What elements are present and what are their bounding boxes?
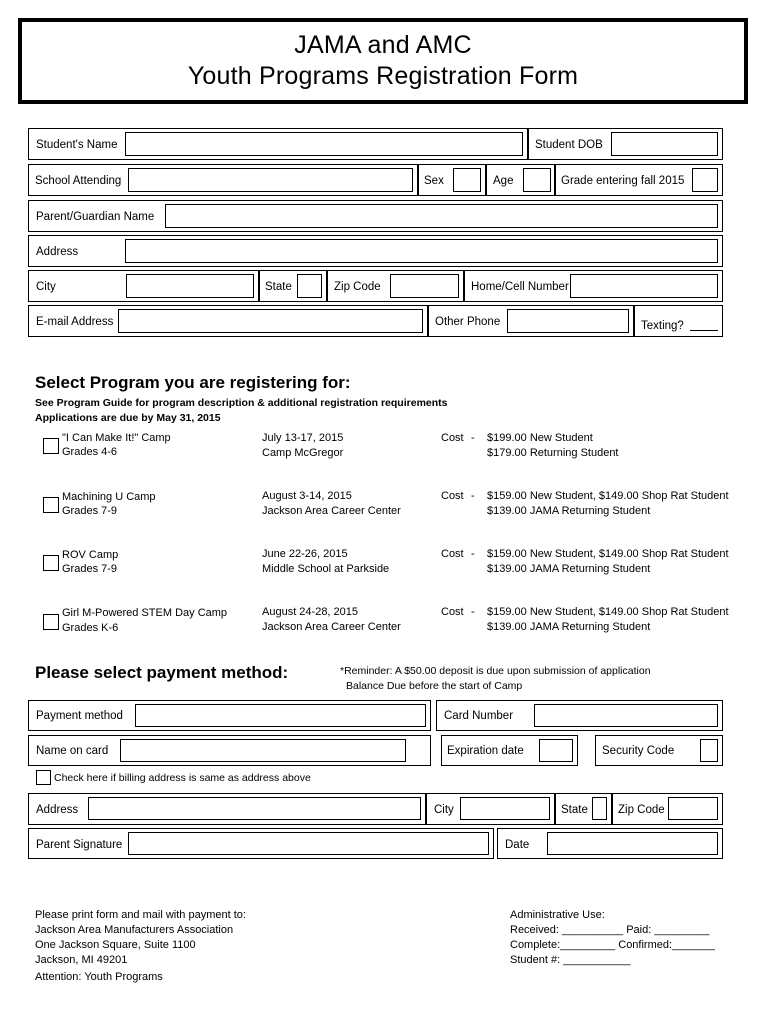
parent-signature-label: Parent Signature	[36, 839, 123, 851]
program-cost-line2-1: $139.00 JAMA Returning Student	[487, 505, 651, 517]
date-input[interactable]	[547, 832, 718, 855]
payment-method-input[interactable]	[135, 704, 426, 727]
program-dates-1: August 3-14, 2015	[262, 490, 352, 502]
program-cost-word-3: Cost	[441, 606, 464, 618]
card-number-label: Card Number	[444, 710, 514, 722]
billing-city-label: City	[434, 804, 454, 816]
program-checkbox-2[interactable]	[43, 555, 59, 571]
mail-line-2: One Jackson Square, Suite 1100	[35, 939, 196, 951]
parent-guardian-label: Parent/Guardian Name	[36, 211, 155, 223]
expiration-label: Expiration date	[447, 745, 524, 757]
name-on-card-input[interactable]	[120, 739, 406, 762]
billing-state-input[interactable]	[592, 797, 607, 820]
program-dates-2: June 22-26, 2015	[262, 548, 348, 560]
student-dob-label: Student DOB	[535, 139, 603, 151]
texting-label: Texting?	[641, 320, 684, 332]
program-cost-line2-0: $179.00 Returning Student	[487, 447, 619, 459]
other-phone-label: Other Phone	[435, 316, 501, 328]
program-cost-line1-3: $159.00 New Student, $149.00 Shop Rat Student	[487, 606, 729, 618]
admin-line-0: Received: __________ Paid: _________	[510, 924, 710, 936]
program-cost-line2-2: $139.00 JAMA Returning Student	[487, 563, 651, 575]
state-label: State	[265, 281, 292, 293]
city-input[interactable]	[126, 274, 254, 298]
program-name-2: ROV Camp	[62, 549, 119, 561]
expiration-input[interactable]	[539, 739, 573, 762]
school-attending-input[interactable]	[128, 168, 413, 192]
program-section-heading: Select Program you are registering for:	[35, 373, 351, 392]
program-dates-0: July 13-17, 2015	[262, 432, 344, 444]
address-input[interactable]	[125, 239, 718, 263]
payment-section-heading: Please select payment method:	[35, 663, 289, 682]
mail-line-3: Jackson, MI 49201	[35, 954, 128, 966]
program-location-2: Middle School at Parkside	[262, 563, 390, 575]
program-cost-dash-1: -	[471, 490, 475, 502]
program-cost-line1-2: $159.00 New Student, $149.00 Shop Rat Student	[487, 548, 729, 560]
program-dates-3: August 24-28, 2015	[262, 606, 359, 618]
program-checkbox-1[interactable]	[43, 497, 59, 513]
security-code-input[interactable]	[700, 739, 718, 762]
program-name-3: Girl M-Powered STEM Day Camp	[62, 607, 228, 619]
program-grades-2: Grades 7-9	[62, 563, 118, 575]
billing-zip-input[interactable]	[668, 797, 718, 820]
program-cost-word-1: Cost	[441, 490, 464, 502]
email-input[interactable]	[118, 309, 423, 333]
program-name-0: "I Can Make It!" Camp	[62, 432, 171, 444]
billing-same-checkbox[interactable]	[36, 770, 51, 785]
program-cost-line1-0: $199.00 New Student	[487, 432, 593, 444]
payment-method-label: Payment method	[36, 710, 123, 722]
form-title-box	[18, 18, 748, 104]
admin-line-1: Complete:_________ Confirmed:_______	[510, 939, 715, 951]
sex-input[interactable]	[453, 168, 481, 192]
program-cost-dash-0: -	[471, 432, 475, 444]
sex-label: Sex	[424, 175, 444, 187]
parent-guardian-input[interactable]	[165, 204, 718, 228]
billing-same-label: Check here if billing address is same as address above	[54, 772, 311, 784]
state-input[interactable]	[297, 274, 322, 298]
billing-zip-label: Zip Code	[618, 804, 665, 816]
home-cell-input[interactable]	[570, 274, 718, 298]
parent-signature-input[interactable]	[128, 832, 489, 855]
mail-line-0: Please print form and mail with payment to:	[35, 909, 246, 921]
program-grades-3: Grades K-6	[62, 622, 119, 634]
program-grades-0: Grades 4-6	[62, 446, 118, 458]
program-name-1: Machining U Camp	[62, 491, 156, 503]
billing-address-label: Address	[36, 804, 79, 816]
address-label: Address	[36, 246, 79, 258]
program-cost-dash-2: -	[471, 548, 475, 560]
texting-answer-line[interactable]	[690, 330, 718, 331]
email-label: E-mail Address	[36, 316, 114, 328]
age-input[interactable]	[523, 168, 551, 192]
billing-state-label: State	[561, 804, 588, 816]
card-number-input[interactable]	[534, 704, 718, 727]
city-label: City	[36, 281, 56, 293]
billing-address-input[interactable]	[88, 797, 421, 820]
mail-line-1: Jackson Area Manufacturers Association	[35, 924, 234, 936]
zip-input[interactable]	[390, 274, 459, 298]
payment-reminder-1: *Reminder: A $50.00 deposit is due upon submission of application	[340, 665, 651, 677]
program-cost-word-2: Cost	[441, 548, 464, 560]
other-phone-input[interactable]	[507, 309, 629, 333]
program-location-1: Jackson Area Career Center	[262, 505, 401, 517]
zip-label: Zip Code	[334, 281, 381, 293]
billing-city-input[interactable]	[460, 797, 550, 820]
program-checkbox-3[interactable]	[43, 614, 59, 630]
student-name-input[interactable]	[125, 132, 523, 156]
title-line-1: JAMA and AMC	[294, 31, 472, 59]
date-label: Date	[505, 839, 530, 851]
name-on-card-label: Name on card	[36, 745, 109, 757]
program-location-3: Jackson Area Career Center	[262, 621, 401, 633]
program-note-1: See Program Guide for program description & additional registration requirements	[35, 397, 448, 409]
program-checkbox-0[interactable]	[43, 438, 59, 454]
mail-line-4: Attention: Youth Programs	[35, 971, 163, 983]
program-cost-word-0: Cost	[441, 432, 464, 444]
payment-reminder-2: Balance Due before the start of Camp	[346, 680, 523, 692]
student-name-label: Student's Name	[36, 139, 118, 151]
grade-input[interactable]	[692, 168, 718, 192]
program-cost-dash-3: -	[471, 606, 475, 618]
program-cost-line2-3: $139.00 JAMA Returning Student	[487, 621, 651, 633]
admin-heading: Administrative Use:	[510, 909, 605, 921]
security-code-label: Security Code	[602, 745, 675, 757]
program-location-0: Camp McGregor	[262, 447, 344, 459]
title-line-2: Youth Programs Registration Form	[187, 62, 579, 90]
home-cell-label: Home/Cell Number	[471, 281, 569, 293]
grade-label: Grade entering fall 2015	[561, 175, 685, 187]
admin-line-2: Student #: ___________	[510, 954, 631, 966]
program-cost-line1-1: $159.00 New Student, $149.00 Shop Rat Student	[487, 490, 729, 502]
program-note-2: Applications are due by May 31, 2015	[35, 412, 221, 424]
student-dob-input[interactable]	[611, 132, 718, 156]
school-attending-label: School Attending	[35, 175, 122, 187]
age-label: Age	[493, 175, 514, 187]
program-grades-1: Grades 7-9	[62, 505, 118, 517]
